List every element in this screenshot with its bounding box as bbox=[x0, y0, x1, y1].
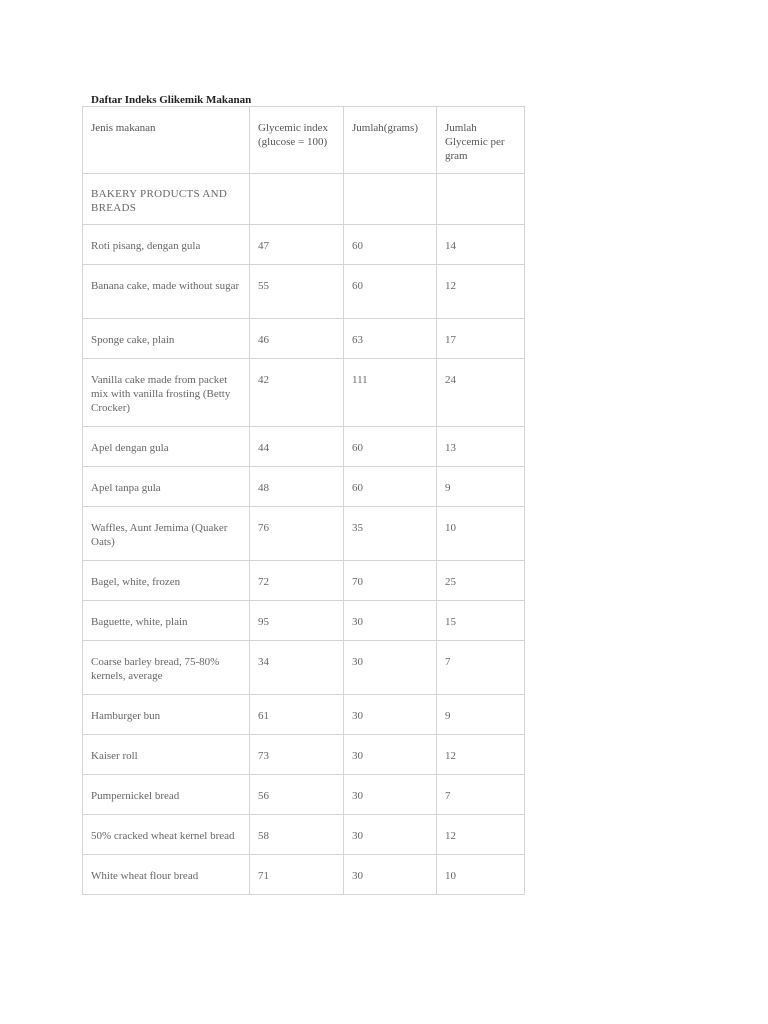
gi-cell: 42 bbox=[250, 359, 344, 427]
table-row bbox=[83, 561, 525, 601]
gl-cell: 25 bbox=[437, 561, 525, 601]
amount-cell: 30 bbox=[344, 601, 437, 641]
amount-cell: 63 bbox=[344, 319, 437, 359]
amount-cell: 60 bbox=[344, 427, 437, 467]
header-food: Jenis makanan bbox=[83, 107, 250, 174]
section-empty-cell bbox=[344, 174, 437, 225]
gi-cell: 55 bbox=[250, 265, 344, 319]
food-cell: Apel tanpa gula bbox=[83, 467, 250, 507]
document-title: Daftar Indeks Glikemik Makanan bbox=[91, 94, 252, 106]
gi-cell: 72 bbox=[250, 561, 344, 601]
food-cell: 50% cracked wheat kernel bread bbox=[83, 815, 250, 855]
amount-cell: 60 bbox=[344, 467, 437, 507]
amount-cell: 30 bbox=[344, 855, 437, 895]
food-cell: Kaiser roll bbox=[83, 735, 250, 775]
gl-cell: 9 bbox=[437, 467, 525, 507]
gl-cell: 24 bbox=[437, 359, 525, 427]
gi-cell: 44 bbox=[250, 427, 344, 467]
gl-cell: 12 bbox=[437, 265, 525, 319]
amount-cell: 70 bbox=[344, 561, 437, 601]
food-cell: Pumpernickel bread bbox=[83, 775, 250, 815]
amount-cell: 111 bbox=[344, 359, 437, 427]
gl-cell: 7 bbox=[437, 775, 525, 815]
gi-cell: 58 bbox=[250, 815, 344, 855]
gi-cell: 56 bbox=[250, 775, 344, 815]
table-row bbox=[83, 855, 525, 895]
table-row bbox=[83, 735, 525, 775]
header-glycemic-index: Glycemic index (glucose = 100) bbox=[250, 107, 344, 174]
header-glycemic-per-gram: Jumlah Glycemic per gram bbox=[437, 107, 525, 174]
food-cell: Baguette, white, plain bbox=[83, 601, 250, 641]
food-cell: Roti pisang, dengan gula bbox=[83, 225, 250, 265]
table-row bbox=[83, 319, 525, 359]
table-row bbox=[83, 225, 525, 265]
amount-cell: 60 bbox=[344, 225, 437, 265]
glycemic-index-table bbox=[82, 106, 525, 895]
gi-cell: 61 bbox=[250, 695, 344, 735]
table-row bbox=[83, 467, 525, 507]
food-cell: Sponge cake, plain bbox=[83, 319, 250, 359]
gi-cell: 47 bbox=[250, 225, 344, 265]
table-row bbox=[83, 359, 525, 427]
table-row bbox=[83, 695, 525, 735]
gi-cell: 48 bbox=[250, 467, 344, 507]
food-cell: Bagel, white, frozen bbox=[83, 561, 250, 601]
gi-cell: 95 bbox=[250, 601, 344, 641]
gl-cell: 12 bbox=[437, 815, 525, 855]
gl-cell: 10 bbox=[437, 507, 525, 561]
table-row bbox=[83, 641, 525, 695]
gl-cell: 15 bbox=[437, 601, 525, 641]
food-cell: Hamburger bun bbox=[83, 695, 250, 735]
food-cell: Coarse barley bread, 75-80% kernels, average bbox=[83, 641, 250, 695]
amount-cell: 30 bbox=[344, 641, 437, 695]
section-empty-cell bbox=[250, 174, 344, 225]
gl-cell: 17 bbox=[437, 319, 525, 359]
amount-cell: 30 bbox=[344, 775, 437, 815]
section-label: BAKERY PRODUCTS AND BREADS bbox=[83, 174, 250, 225]
gi-cell: 73 bbox=[250, 735, 344, 775]
amount-cell: 60 bbox=[344, 265, 437, 319]
gi-cell: 76 bbox=[250, 507, 344, 561]
gi-cell: 46 bbox=[250, 319, 344, 359]
food-cell: Waffles, Aunt Jemima (Quaker Oats) bbox=[83, 507, 250, 561]
gl-cell: 12 bbox=[437, 735, 525, 775]
food-cell: Apel dengan gula bbox=[83, 427, 250, 467]
gi-cell: 71 bbox=[250, 855, 344, 895]
amount-cell: 30 bbox=[344, 735, 437, 775]
gi-cell: 34 bbox=[250, 641, 344, 695]
table-row bbox=[83, 507, 525, 561]
header-amount: Jumlah(grams) bbox=[344, 107, 437, 174]
section-empty-cell bbox=[437, 174, 525, 225]
amount-cell: 30 bbox=[344, 695, 437, 735]
food-cell: Banana cake, made without sugar bbox=[83, 265, 250, 319]
table-row bbox=[83, 601, 525, 641]
table-row bbox=[83, 775, 525, 815]
gl-cell: 9 bbox=[437, 695, 525, 735]
food-cell: White wheat flour bread bbox=[83, 855, 250, 895]
gl-cell: 14 bbox=[437, 225, 525, 265]
table-row bbox=[83, 427, 525, 467]
gl-cell: 10 bbox=[437, 855, 525, 895]
amount-cell: 30 bbox=[344, 815, 437, 855]
gl-cell: 13 bbox=[437, 427, 525, 467]
food-cell: Vanilla cake made from packet mix with vanilla frosting (Betty Crocker) bbox=[83, 359, 250, 427]
amount-cell: 35 bbox=[344, 507, 437, 561]
gl-cell: 7 bbox=[437, 641, 525, 695]
section-row bbox=[83, 174, 525, 225]
table-header-row bbox=[83, 107, 525, 174]
table-row bbox=[83, 265, 525, 319]
table-row bbox=[83, 815, 525, 855]
